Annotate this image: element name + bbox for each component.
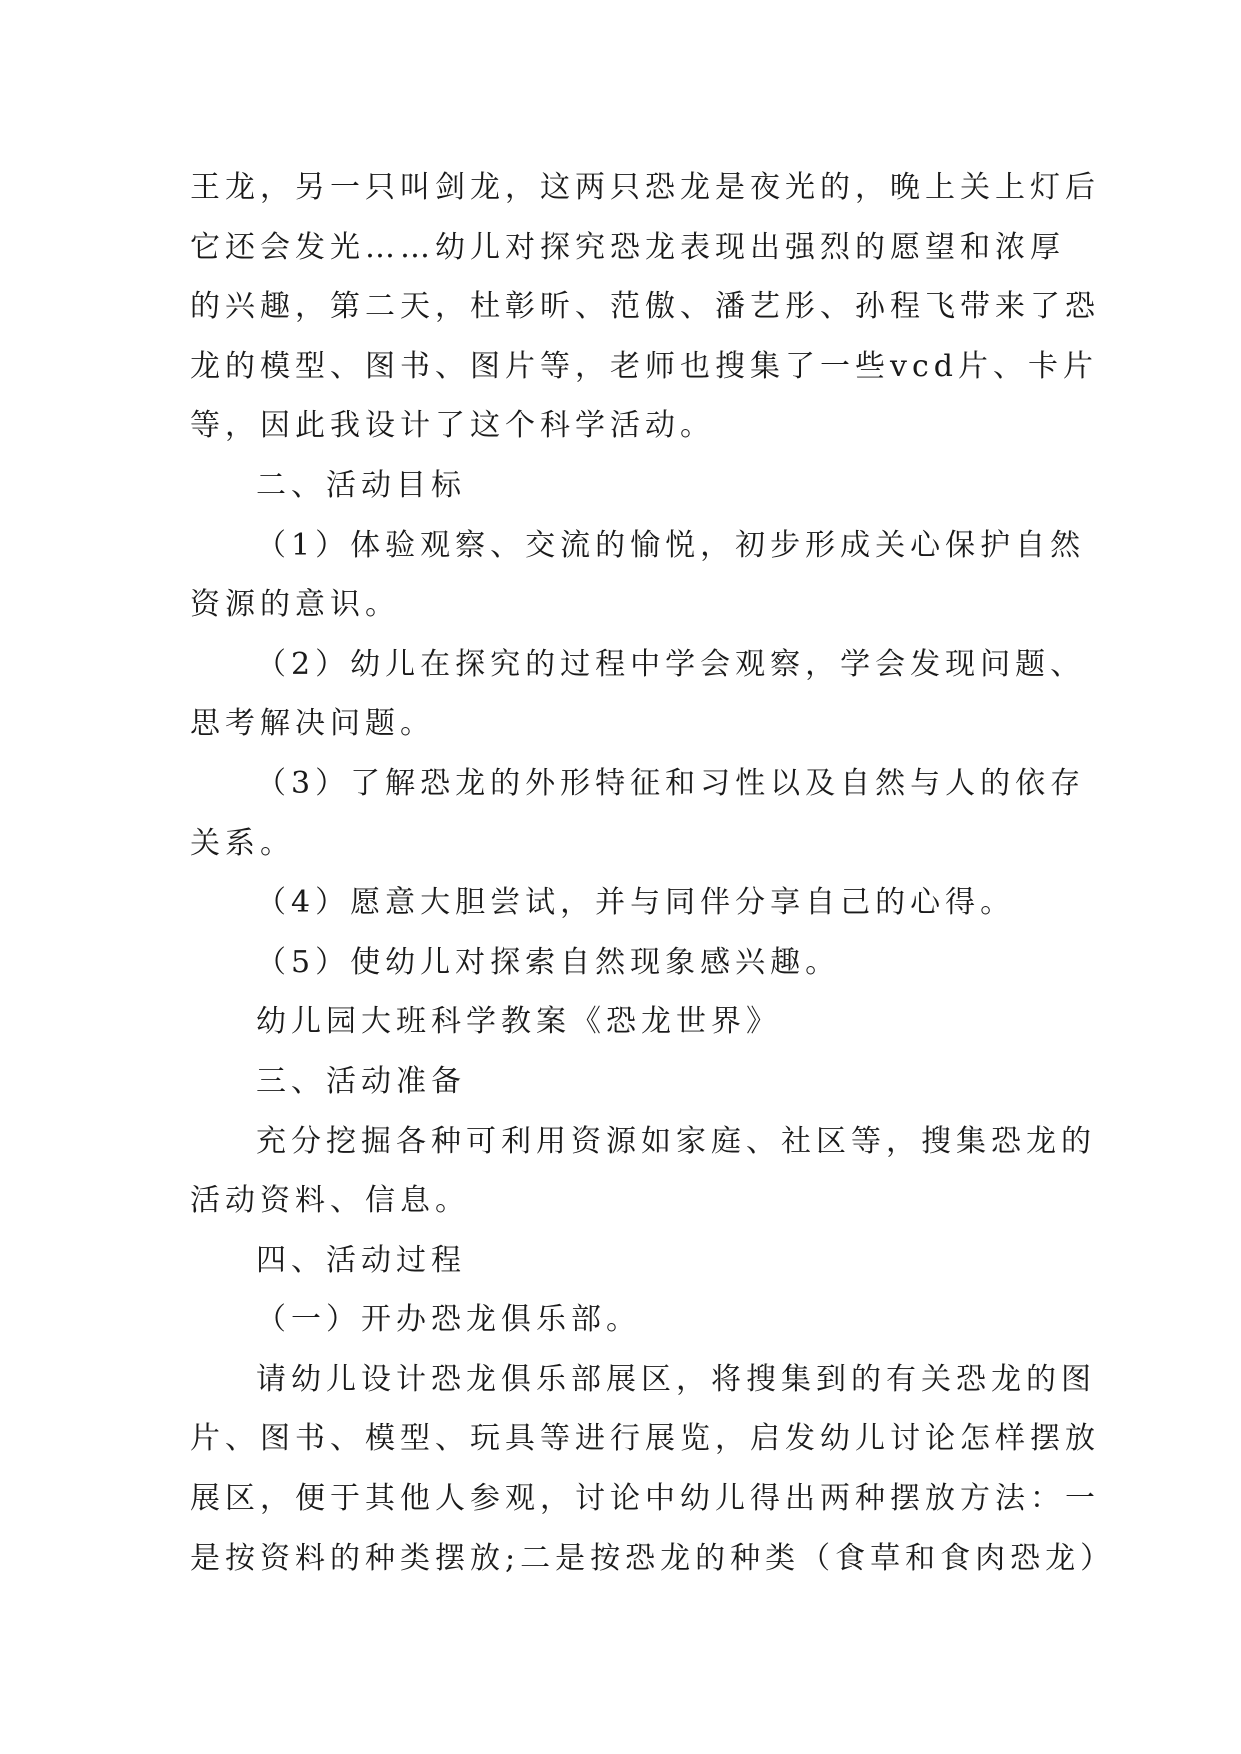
text-line: 展区，便于其他人参观，讨论中幼儿得出两种摆放方法：一: [190, 1481, 1100, 1517]
text-line: 龙的模型、图书、图片等，老师也搜集了一些vcd片、卡片: [190, 348, 1098, 384]
subsection-heading: （一）开办恐龙俱乐部。: [256, 1302, 641, 1338]
text-line: 资源的意识。: [190, 587, 400, 623]
document-body: [190, 158, 1116, 1588]
text-line: 王龙，另一只叫剑龙，这两只恐龙是夜光的，晚上关上灯后: [190, 170, 1100, 205]
paragraph-first-line: （2）幼儿在探究的过程中学会观察，学会发现问题、: [256, 646, 1086, 682]
paragraph-first-line: （5）使幼儿对探索自然现象感兴趣。: [256, 944, 841, 980]
paragraph-first-line: （1）体验观察、交流的愉悦，初步形成关心保护自然: [256, 527, 1086, 563]
text-line: 片、图书、模型、玩具等进行展览，启发幼儿讨论怎样摆放: [190, 1421, 1100, 1457]
text-line: 思考解决问题。: [190, 706, 435, 742]
paragraph-first-line: （4）愿意大胆尝试，并与同伴分享自己的心得。: [256, 885, 1016, 921]
section-heading: 三、活动准备: [256, 1063, 466, 1099]
paragraph-first-line: 请幼儿设计恐龙俱乐部展区，将搜集到的有关恐龙的图: [256, 1361, 1096, 1397]
text-line: 的兴趣，第二天，杜彰昕、范傲、潘艺彤、孙程飞带来了恐: [190, 289, 1100, 325]
text-line: 等，因此我设计了这个科学活动。: [190, 408, 715, 444]
section-heading: 四、活动过程: [256, 1242, 466, 1278]
paragraph-first-line: 充分挖掘各种可利用资源如家庭、社区等，搜集恐龙的: [256, 1123, 1096, 1159]
paragraph-first-line: （3）了解恐龙的外形特征和习性以及自然与人的依存: [256, 765, 1086, 801]
text-line: 是按资料的种类摆放;二是按恐龙的种类（食草和食肉恐龙）: [190, 1540, 1116, 1576]
section-heading: 二、活动目标: [256, 467, 466, 503]
text-line: 它还会发光……幼儿对探究恐龙表现出强烈的愿望和浓厚: [190, 229, 1065, 265]
text-line: 关系。: [190, 825, 295, 861]
text-line: 活动资料、信息。: [190, 1183, 470, 1219]
document-title-line: 幼儿园大班科学教案《恐龙世界》: [256, 1004, 781, 1040]
